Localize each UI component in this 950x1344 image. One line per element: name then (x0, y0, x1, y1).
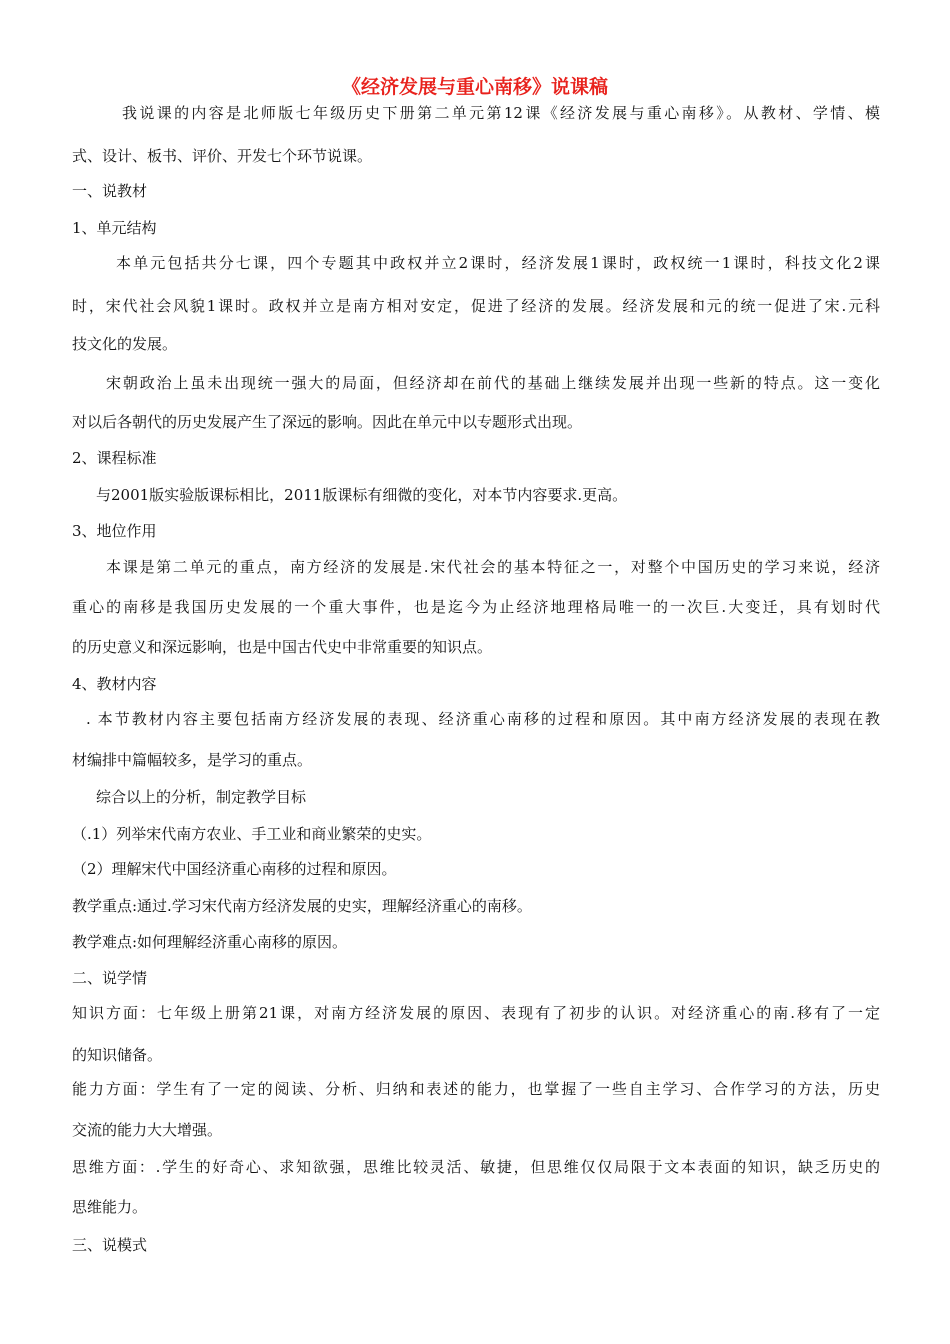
text-line: 的历史意义和深远影响，也是中国古代史中非常重要的知识点。 (72, 638, 493, 656)
text-line: 本单元包括共分七课，四个专题其中政权并立2课时，经济发展1课时，政权统一1课时，科技文化2课 (116, 254, 880, 272)
text-line: 2、课程标准 (72, 449, 157, 467)
text-line: 教学重点:通过.学习宋代南方经济发展的史实，理解经济重心的南移。 (72, 897, 532, 915)
text-line: 三、说模式 (72, 1236, 148, 1254)
text-line: 材编排中篇幅较多，是学习的重点。 (72, 751, 313, 769)
text-line: 我说课的内容是北师版七年级历史下册第二单元第12课《经济发展与重心南移》。从教材、学情、模 (122, 104, 880, 122)
text-line: 与2001版实验版课标相比，2011版课标有细微的变化，对本节内容要求.更高。 (96, 486, 628, 504)
text-line: 能力方面：学生有了一定的阅读、分析、归纳和表述的能力，也掌握了一些自主学习、合作学习的方法，历史 (72, 1080, 880, 1098)
text-line: 的知识储备。 (72, 1046, 163, 1064)
text-line: 3、地位作用 (72, 522, 157, 540)
text-line: 宋朝政治上虽未出现统一强大的局面，但经济却在前代的基础上继续发展并出现一些新的特点。这一变化 (106, 374, 880, 392)
text-line: 4、教材内容 (72, 675, 157, 693)
text-line: 二、说学情 (72, 969, 148, 987)
text-line: 1、单元结构 (72, 219, 157, 237)
text-line: 教学难点:如何理解经济重心南移的原因。 (72, 933, 348, 951)
document-title: 《经济发展与重心南移》说课稿 (341, 76, 608, 98)
text-line: 知识方面：七年级上册第21课，对南方经济发展的原因、表现有了初步的认识。对经济重心的南.移有了一定 (72, 1004, 880, 1022)
text-line: 交流的能力大大增强。 (72, 1121, 223, 1139)
text-line: 对以后各朝代的历史发展产生了深远的影响。因此在单元中以专题形式出现。 (72, 413, 583, 431)
text-line: 思维能力。 (72, 1198, 148, 1216)
text-line: （2）理解宋代中国经济重心南移的过程和原因。 (72, 860, 397, 878)
text-line: 技文化的发展。 (72, 335, 178, 353)
text-line: 本课是第二单元的重点，南方经济的发展是.宋代社会的基本特征之一，对整个中国历史的学习来说，经济 (106, 558, 880, 576)
text-line: . 本节教材内容主要包括南方经济发展的表现、经济重心南移的过程和原因。其中南方经济发展的表现在教 (86, 710, 880, 728)
text-line: 重心的南移是我国历史发展的一个重大事件，也是迄今为止经济地理格局唯一的一次巨.大变迁，具有划时代 (72, 598, 880, 616)
text-line: 时，宋代社会风貌1课时。政权并立是南方相对安定，促进了经济的发展。经济发展和元的统一促进了宋.元科 (72, 297, 880, 315)
text-line: 综合以上的分析，制定教学目标 (96, 788, 307, 806)
text-line: 一、说教材 (72, 182, 148, 200)
text-line: （.1）列举宋代南方农业、手工业和商业繁荣的史实。 (72, 825, 432, 843)
text-line: 式、设计、板书、评价、开发七个环节说课。 (72, 147, 373, 165)
text-line: 思维方面：.学生的好奇心、求知欲强，思维比较灵活、敏捷，但思维仅仅局限于文本表面的知识，缺乏历史的 (72, 1158, 880, 1176)
